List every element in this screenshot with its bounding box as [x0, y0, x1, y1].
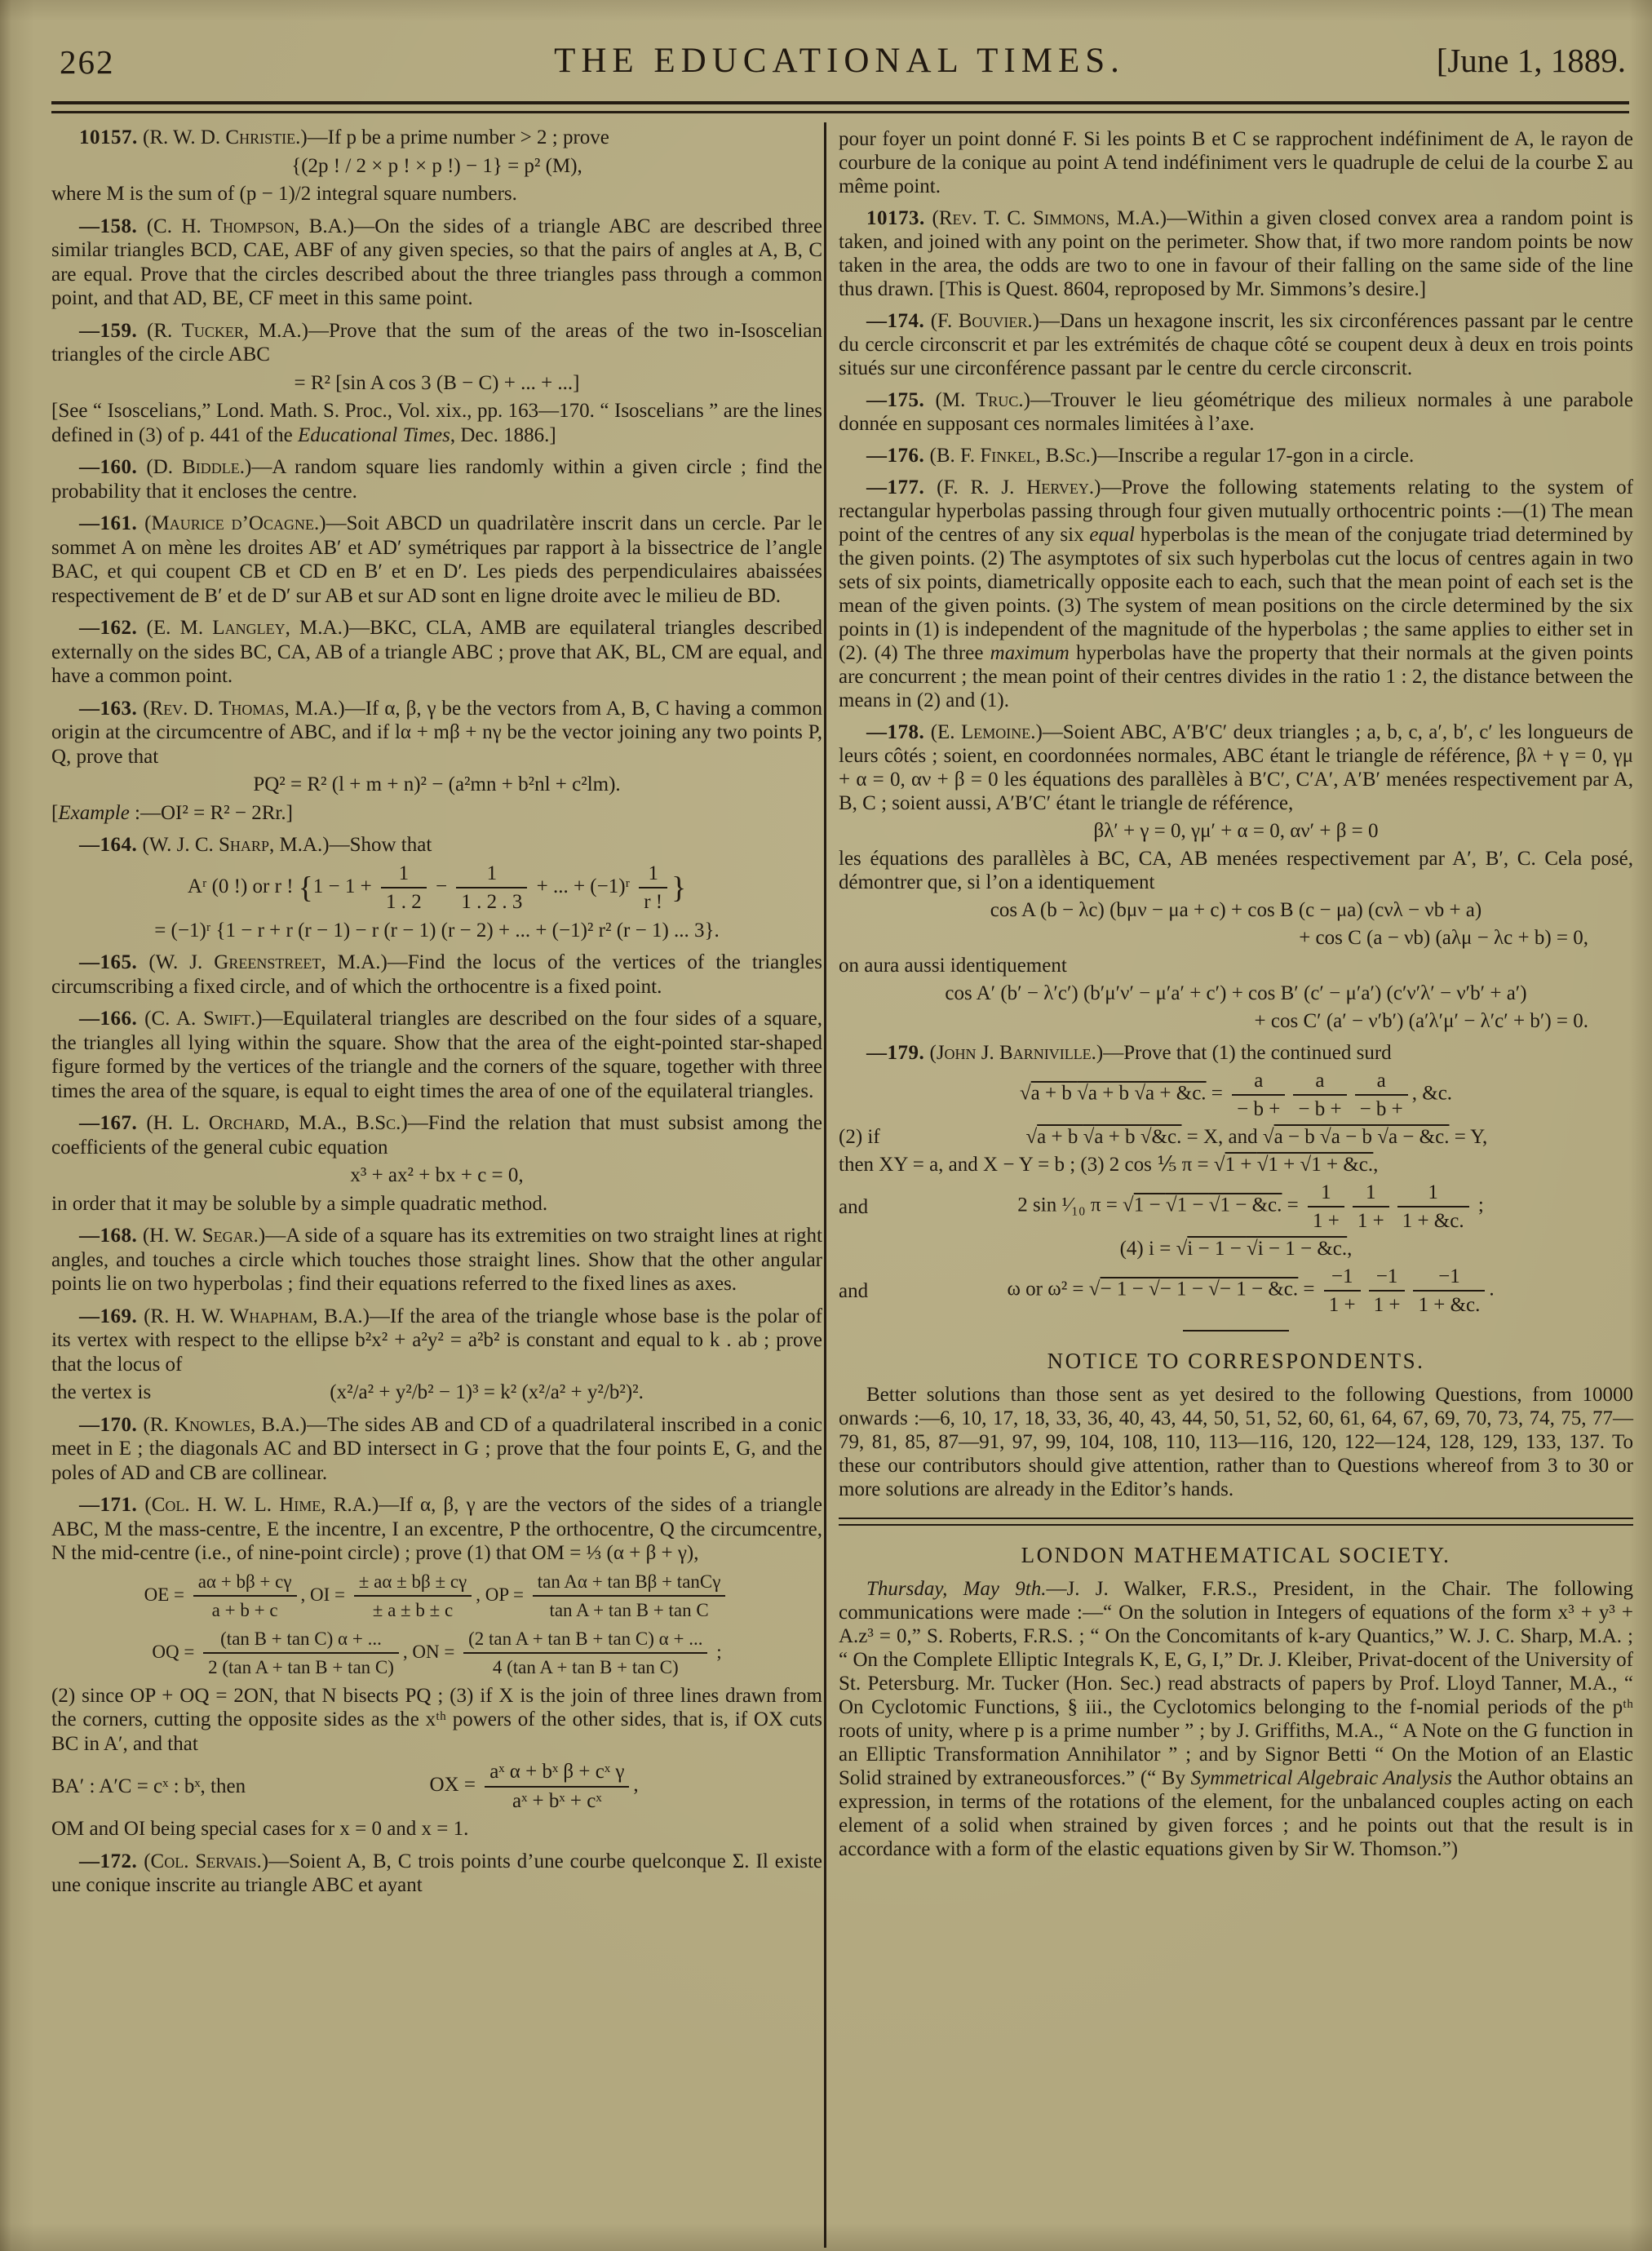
formula-text: 1 − &c. [1220, 1194, 1282, 1216]
issue-date: [June 1, 1889. [1436, 42, 1626, 79]
formula: = (−1)ʳ {1 − r + r (r − 1) − r (r − 1) (r − 2) + ... + (−1)² r² (r − 1) ... 3}. [154, 919, 720, 942]
radical [1263, 1126, 1450, 1148]
fraction [1369, 1265, 1406, 1317]
numerator: a [1232, 1069, 1285, 1096]
fraction [1232, 1069, 1285, 1121]
formula-text: OE = [144, 1584, 189, 1605]
question-text: —Find the relation that must subsist among the coefficients of the general cubic equation [51, 1112, 822, 1159]
numerator: −1 [1369, 1265, 1406, 1292]
numerator: (2 tan A + tan B + tan C) α + ... [463, 1627, 707, 1655]
question-number: 10173. [866, 207, 925, 229]
radical-sign: √ [1019, 1082, 1031, 1105]
formula-text: a − &c. [1388, 1126, 1450, 1148]
question-number: —169. [79, 1305, 138, 1327]
fraction [639, 862, 667, 915]
radical-sign: √ [1208, 1278, 1220, 1301]
question-number: —171. [79, 1494, 138, 1516]
question-text [839, 1153, 1633, 1176]
question-note [51, 801, 822, 826]
question-text: —If p be a prime number > 2 ; prove [307, 126, 609, 148]
question-number: —163. [79, 697, 138, 720]
numerator: −1 [1413, 1265, 1485, 1292]
question-number: —170. [79, 1413, 138, 1436]
formula-text: − 1 − &c. [1219, 1278, 1299, 1301]
formula-text: 1 + &c. [1311, 1154, 1374, 1176]
formula-text: (4) i = [1119, 1238, 1176, 1260]
numerator: 1 [1308, 1181, 1344, 1207]
lms-text: —J. J. Walker, F.R.S., President, in the Chair. The following communications were made :—“ On the solution in Integers of equations of the form x³ + y³ + A.z³ = 0,” S. Roberts, F.R.S. ; “ On the Concomitants of k-ary Quantics,” W. J. C. Sharp, M.A. ; “ On the Complete Elliptic Integrals K, E, G, I,” Dr. J. Kleiber, Privat-docent of the University of St. Petersburg. Mr. Tucker (Hon. Sec.) read abstracts of papers by Prof. Lloyd Tanner, M.A., “ On Cyclotomic Functions, § iii., the Cyclotomics belonging to the f-nomial periods of the pᵗʰ roots of unity, where p is a prime number ” ; by J. Griffiths, M.A., “ A Note on the G function in an Elliptic Transformation Annihilator ” ; and by Signor Betti “ On the Motion of an Elastic Solid strained by extraneousforces.” (“ By [839, 1578, 1633, 1789]
question-number: —172. [79, 1850, 138, 1872]
radical-sign: √ [1246, 1238, 1258, 1260]
radical-sign: √ [1025, 1126, 1038, 1148]
fraction [456, 862, 527, 915]
question-number: 10157. [79, 126, 138, 148]
formula-body [880, 1125, 1633, 1149]
formula [51, 862, 822, 915]
formula: x³ + ax² + bx + c = 0, [350, 1164, 524, 1186]
radical-sign: √ [1123, 1194, 1134, 1216]
numerator: ± aα ± bβ ± cγ [354, 1570, 472, 1597]
formula-text: + ... + (−1)ʳ [536, 875, 630, 897]
radical-sign: √ [1377, 1126, 1388, 1148]
numerator: −1 [1324, 1265, 1361, 1292]
formula-text: − 1 − [1159, 1278, 1209, 1301]
question-text: —If α, β, γ be the vectors from A, B, C having a common origin at the circumcentre of ABC, and if lα + mβ + nγ be the vector joining any two points P, Q, prove that [51, 697, 822, 768]
formula-lead: (2) if [839, 1126, 880, 1148]
radical-sign: √ [1134, 1082, 1146, 1105]
radical-sign: √ [1208, 1194, 1220, 1216]
question-164 [51, 833, 822, 857]
question-text: —Show that [329, 834, 432, 856]
radical [1176, 1238, 1348, 1260]
formula: + cos C′ (a′ − ν′b′) (a′λ′μ′ − λ′c′ + b′) = 0. [1254, 1010, 1588, 1032]
formula-text: then XY = a, and X − Y = b ; (3) 2 cos ⅕ π = [839, 1154, 1214, 1176]
numerator: a [1355, 1069, 1408, 1096]
fraction [1308, 1181, 1344, 1233]
formula-text: 1 + [1225, 1154, 1257, 1176]
fraction [1397, 1181, 1469, 1233]
question-text-italic: equal [1089, 524, 1135, 546]
formula-text: OQ = [152, 1641, 200, 1662]
question-author: (F. R. J. Hervey.) [937, 476, 1101, 498]
formula-text: = [1206, 1082, 1229, 1105]
fraction [1324, 1265, 1361, 1317]
formula-text: . [1489, 1278, 1495, 1301]
numerator: tan Aα + tan Bβ + tanCγ [533, 1570, 726, 1597]
fraction [381, 862, 427, 915]
formula [51, 1627, 822, 1680]
fraction [485, 1760, 629, 1813]
question-author: (Maurice d’Ocagne.) [144, 512, 326, 534]
fraction [354, 1570, 472, 1623]
question-number: —174. [866, 310, 925, 332]
formula: βλ′ + γ = 0, γμ′ + α = 0, αν′ + β = 0 [1093, 820, 1379, 842]
question-text: —Inscribe a regular 17-gon in a circle. [1097, 445, 1415, 467]
radical-sign: √ [1213, 1154, 1225, 1176]
question-number: —177. [866, 476, 925, 498]
denominator: − b + [1359, 1098, 1403, 1120]
denominator: ± a ± b ± c [372, 1600, 454, 1620]
formula-text: a + b [1087, 1082, 1135, 1105]
question-163 [51, 697, 822, 769]
formula-text: , [1347, 1238, 1353, 1260]
denominator: 1 + [1312, 1210, 1340, 1232]
question-number: —179. [866, 1042, 925, 1064]
formula-text: = [1282, 1194, 1304, 1216]
question-author: (C. H. Thompson, B.A.) [146, 215, 355, 237]
question-author: (F. Bouvier.) [930, 310, 1039, 332]
question-text: —Prove that the sum of the areas of the two in-Isoscelian triangles of the circle ABC [51, 319, 823, 366]
right-column [839, 122, 1633, 1861]
radical [1020, 1083, 1207, 1105]
formula-text: , &c. [1411, 1082, 1453, 1105]
note-italic: Educational Times [298, 423, 450, 446]
formula-lead: and [839, 1279, 869, 1302]
formula-text: a − b [1273, 1126, 1321, 1148]
formula-body [868, 1265, 1633, 1317]
numerator: 1 [639, 862, 667, 889]
question-author: (B. F. Finkel, B.Sc.) [929, 445, 1098, 467]
formula-text: − [435, 875, 448, 897]
formula-text: − 1 − [1100, 1278, 1149, 1301]
denominator: − b + [1237, 1098, 1281, 1120]
denominator: 1 + &c. [1402, 1210, 1464, 1232]
formula: + cos C (a − νb) (aλμ − λc + b) = 0, [1299, 927, 1588, 949]
fraction [1293, 1069, 1346, 1121]
question-number: —178. [866, 721, 925, 743]
question-text-italic: maximum [990, 642, 1070, 664]
formula-text: 1 − 1 + [312, 875, 372, 897]
radical-sign: √ [1320, 1126, 1331, 1148]
section-end-rule [1183, 1330, 1289, 1332]
question-text: —Equilateral triangles are described on the four sides of a square, the triangles all lying within the square. Show that the area of the eight-pointed star-shaped figure formed by the vertices of the triangle and the corners of the square, together with three times the area of the square, is equal to eight times the area of one of the equilateral triangles. [51, 1008, 823, 1102]
formula-text: , [1373, 1154, 1379, 1176]
question-author: (R. Knowles, B.A.) [143, 1413, 307, 1436]
radical [1123, 1194, 1282, 1216]
question-text: —Trouver le lieu géométrique des milieux normales à une parabole donnée en supposant ces normales limitées à l’axe. [839, 389, 1633, 435]
denominator: tan A + tan B + tan C [549, 1600, 709, 1620]
formula: {(2p ! / 2 × p ! × p !) − 1} = p² (M), [291, 154, 582, 177]
formula-lead: BA′ : A′C = cˣ : bˣ, then [51, 1775, 246, 1797]
numerator: aˣ α + bˣ β + cˣ γ [485, 1760, 629, 1788]
question-author: (C. A. Swift.) [144, 1008, 263, 1030]
radical [1089, 1278, 1298, 1301]
brace: { [298, 871, 313, 905]
formula-text: i − 1 − &c. [1257, 1238, 1348, 1260]
formula-text: (x²/a² + y²/b² − 1)³ = k² (x²/a² + y²/b²)². [330, 1381, 644, 1403]
radical-sign: √ [1148, 1278, 1160, 1301]
fraction [533, 1570, 726, 1623]
question-text: —Find the locus of the vertices of the triangles circumscribing a fixed circle, and of which the orthocentre is a fixed point. [51, 951, 823, 998]
journal-title: THE EDUCATIONAL TIMES. [554, 42, 1125, 80]
question-170 [51, 1413, 822, 1486]
question-author: (H. W. Segar.) [142, 1225, 266, 1247]
question-author: (Col. Servais.) [144, 1850, 269, 1872]
question-number: —161. [79, 512, 138, 534]
formula-text: a + b [1037, 1126, 1083, 1148]
question-number: —168. [79, 1225, 138, 1247]
question-text: —Prove that (1) the continued surd [1103, 1042, 1392, 1064]
formula: = R² [sin A cos 3 (B − C) + ... + ...] [294, 371, 580, 394]
fraction [1355, 1069, 1408, 1121]
formula-text: a + &c. [1145, 1082, 1207, 1105]
question-number: —166. [79, 1008, 138, 1030]
formula-text: = Y, [1449, 1126, 1488, 1148]
question-author: (W. J. C. Sharp, M.A.) [142, 834, 330, 856]
lms-heading: LONDON MATHEMATICAL SOCIETY. [1021, 1543, 1451, 1567]
formula [839, 1069, 1633, 1121]
notice-body: Better solutions than those sent as yet desired to the following Questions, from 10000 onwards :—6, 10, 17, 18, 33, 36, 40, 43, 44, 50, 51, 52, 60, 61, 64, 67, 69, 70, 73, 74, 75, 77—79, 81, 85, 87—91, 97, 99, 104, 108, 110, 113—116, 120, 122—124, 128, 129, 133, 137. To these our contributors should give attention, rather than to Questions whereof from 3 to 30 or more solutions are already in the Editor’s hands. [839, 1384, 1633, 1500]
denominator: aˣ + bˣ + cˣ [512, 1789, 602, 1812]
formula-text: a + b [1030, 1082, 1078, 1105]
radical [1214, 1154, 1373, 1176]
question-text: —If α, β, γ are the vectors of the sides of a triangle ABC, M the mass-centre, E the incentre, I an excentre, P the orthocentre, Q the circumcentre, N the mid-centre (i.e., of nine-point circle) ; prove (1) that OM = ⅓ (α + β + γ), [51, 1494, 822, 1564]
question-author: (Rev. T. C. Simmons, M.A.) [932, 207, 1167, 229]
question-159 [51, 319, 822, 367]
question-author: (John J. Barniville.) [929, 1042, 1104, 1064]
formula-text: ; [1473, 1194, 1484, 1216]
denominator: 1 + [1357, 1210, 1384, 1232]
formula [51, 1380, 822, 1405]
denominator: 2 (tan A + tan B + tan C) [208, 1657, 394, 1677]
formula-text: 1 + [1268, 1154, 1300, 1176]
question-author: (D. Biddle.) [146, 456, 252, 478]
fraction [203, 1627, 399, 1680]
column-divider [824, 122, 826, 2248]
formula-text: , OP = [476, 1584, 529, 1605]
formula-text: 1 − [1176, 1194, 1209, 1216]
question-author: (R. W. D. Christie.) [143, 126, 308, 148]
question-text: where M is the sum of (p − 1)/2 integral square numbers. [51, 183, 517, 205]
question-text: —A side of a square has its extremities on two straight lines at right angles, and touches a circle which touches those straight lines. Show that the other angular points lie on two hyperbolas ; find their equations referred to the fixed lines as axes. [51, 1225, 822, 1295]
formula: cos A′ (b′ − λ′c′) (b′μ′ν′ − μ′a′ + c′) + cos B′ (c′ − μ′a′) (c′ν′λ′ − ν′b′ + a′) [945, 982, 1527, 1004]
formula-lead: the vertex is [51, 1381, 152, 1403]
question-author: (E. Lemoine.) [930, 721, 1043, 743]
question-number: —164. [79, 834, 138, 856]
question-number: —158. [79, 215, 138, 237]
question-text: —A random square lies randomly within a given circle ; find the probability that it encloses the centre. [51, 456, 822, 503]
question-171 [51, 1493, 822, 1566]
radical-sign: √ [1262, 1126, 1274, 1148]
formula-text: , [633, 1774, 639, 1797]
question-162 [51, 616, 822, 689]
denominator: a + b + c [211, 1600, 278, 1620]
question-text: —Soient ABC, A′B′C′ deux triangles ; a, b, c, a′, b′, c′ les longueurs de leurs côtés ; soient, en coordonnées normales, ABC étant le triangle de référence, βλ + γ = 0, γμ + α = 0, αν + β = 0 les équations des parallèles à B′C′, C′A′, A′B′ menées respectivement par A, B, C ; soient aussi, A′B′C′ étant le triangle de référence, [839, 721, 1633, 814]
lms-text-italic: Symmetrical Algebraic Analysis [1190, 1767, 1452, 1789]
formula [51, 1570, 822, 1623]
note-text: , Dec. 1886.] [450, 423, 556, 446]
question-172-continuation: pour foyer un point donné F. Si les points B et C se rapprochent indéfiniment de A, le rayon de courbure de la conique au point A tend indéfiniment vers le quadruple de celui de la courbe Σ au même point. [839, 128, 1633, 197]
formula-body [868, 1181, 1633, 1233]
question-author: (M. Truc.) [935, 389, 1030, 411]
question-178 [839, 720, 1633, 815]
question-10173 [839, 206, 1633, 301]
numerator: 1 [1397, 1181, 1469, 1207]
formula-text: 2 sin ¹⁄₁₀ π = [1017, 1194, 1123, 1216]
formula: cos A (b − λc) (bμν − μa + c) + cos B (c − μa) (cνλ − νb + a) [990, 899, 1482, 921]
formula-text: = [1298, 1278, 1320, 1301]
radical-sign: √ [1140, 1126, 1152, 1148]
brace: } [671, 871, 687, 905]
numerator: 1 [1353, 1181, 1389, 1207]
question-number: —165. [79, 951, 138, 973]
question-10157 [51, 126, 822, 150]
formula-text: a − b [1331, 1126, 1378, 1148]
formula-text: a + b [1094, 1126, 1140, 1148]
question-text: in order that it may be soluble by a simple quadratic method. [51, 1192, 548, 1215]
question-author: (R. Tucker, M.A.) [147, 319, 308, 342]
formula [839, 1181, 1633, 1233]
question-text: (2) since OP + OQ = 2ON, that N bisects PQ ; (3) if X is the join of three lines drawn from the corners, cutting the opposite sides as the xᵗʰ powers of the other sides, that is, if OX cuts BC in A′, and that [51, 1684, 822, 1755]
question-text: —BKC, CLA, AMB are equilateral triangles described externally on the sides BC, CA, AB of a triangle ABC ; prove that AK, BL, CM are equal, and have a common point. [51, 617, 822, 687]
radical-sign: √ [1300, 1154, 1312, 1176]
question-author: (Rev. D. Thomas, M.A.) [143, 697, 345, 720]
denominator: − b + [1298, 1098, 1342, 1120]
question-166 [51, 1007, 822, 1103]
question-179 [839, 1041, 1633, 1065]
denominator: 4 (tan A + tan B + tan C) [492, 1657, 679, 1677]
denominator: 1 . 2 [385, 891, 422, 913]
question-167 [51, 1111, 822, 1159]
question-number: —159. [79, 319, 138, 342]
formula-text: = X, and [1181, 1126, 1263, 1148]
question-author: (Col. H. W. L. Hime, R.A.) [144, 1494, 379, 1516]
question-175 [839, 388, 1633, 436]
question-text: —Within a given closed convex area a random point is taken, and joined with any point on the perimeter. Show that, if two more random points be now taken in the area, the odds are two to one in favour of their falling on the same side of the line thus drawn. [This is Quest. 8604, reproposed by Mr. Simmons’s desire.] [839, 207, 1634, 300]
page-number: 262 [60, 43, 115, 81]
question-number: —176. [866, 445, 925, 467]
denominator: 1 + [1328, 1294, 1356, 1316]
question-text: hyperbolas have the property that their normals at the given points are concurrent ; the mean point of their centres divides in the ratio 1 : 2, the distance between the means in (2) and (1). [839, 642, 1633, 711]
formula-text: 1 − [1133, 1194, 1166, 1216]
formula [839, 1265, 1633, 1317]
denominator: r ! [644, 891, 663, 913]
numerator: aα + bβ + cγ [193, 1570, 297, 1597]
radical-sign: √ [1077, 1082, 1088, 1105]
page-header [51, 0, 1628, 98]
question-text: les équations des parallèles à BC, CA, AB menées respectivement par A′, B′, C. Cela posé, démontrer que, si l’on a identiquement [839, 848, 1633, 893]
question-text: —The sides AB and CD of a quadrilateral inscribed in a conic meet in E ; the diagonals AC and BD intersect in G ; prove that the four points E, G, and the poles of AD and CB are collinear. [51, 1413, 822, 1484]
section-divider [839, 1518, 1633, 1526]
question-text: —Dans un hexagone inscrit, les six circonférences passant par le centre du cercle circonscrit et par les extrémités de chaque côté se coupent deux à deux en trois points situés sur une circonférence passant par le centre du cercle circonscrit. [839, 310, 1633, 379]
question-165 [51, 950, 822, 999]
question-169 [51, 1305, 822, 1377]
question-161 [51, 512, 822, 608]
radical [1025, 1126, 1181, 1148]
question-text: —Soient A, B, C trois points d’une courbe quelconque Σ. Il existe une conique inscrite au triangle ABC et ayant [51, 1850, 823, 1896]
question-author: (W. J. Greenstreet, M.A.) [148, 951, 388, 973]
radical-sign: √ [1176, 1238, 1188, 1260]
formula-text: , ON = [402, 1641, 460, 1662]
formula-text: , OI = [300, 1584, 350, 1605]
question-number: —162. [79, 617, 138, 639]
formula-text: &c. [1151, 1126, 1182, 1148]
formula-body [246, 1760, 822, 1813]
formula-text: ω or ω² = [1007, 1278, 1089, 1301]
formula-text: i − 1 − [1187, 1238, 1247, 1260]
radical-sign: √ [1256, 1154, 1269, 1176]
note-italic: Example [58, 801, 130, 824]
denominator: 1 + [1373, 1294, 1401, 1316]
note-text: [See “ Isoscelians,” Lond. Math. S. Proc., Vol. xix., pp. 163—170. “ Isoscelians ” are the lines defined in (3) of p. 441 of the [51, 400, 822, 446]
fraction [193, 1570, 297, 1623]
fraction [1353, 1181, 1389, 1233]
question-author: (E. M. Langley, M.A.) [146, 617, 350, 639]
question-text: hyperbolas is the mean of the conjugate triad determined by the given points. (2) The asymptotes of six such hyperbolas cut the locus of centres again in two sets of six points, diametrically opposite each to each, such that the mean point of each set is the mean of the given points. (3) The system of mean positions on the circle determined by the six points in (1) is independent of the magnitude of the hyperbolas ; the same applies to either set in (2). (4) The three [839, 524, 1633, 664]
numerator: 1 [456, 862, 527, 889]
formula-text: Aʳ (0 !) or r ! [187, 875, 294, 897]
numerator: a [1293, 1069, 1346, 1096]
question-168 [51, 1224, 822, 1296]
formula-lead: and [839, 1195, 869, 1218]
note-text: [ [51, 801, 59, 824]
numerator: (tan B + tan C) α + ... [203, 1627, 399, 1655]
formula: PQ² = R² (l + m + n)² − (a²mn + b²nl + c²lm). [253, 773, 621, 795]
question-176 [839, 444, 1633, 467]
denominator: 1 + &c. [1418, 1294, 1481, 1316]
question-177 [839, 476, 1633, 712]
formula-text: ; [711, 1641, 722, 1662]
question-note [51, 399, 822, 447]
question-text: OM and OI being special cases for x = 0 and x = 1. [51, 1818, 469, 1840]
question-text: on aura aussi identiquement [839, 955, 1067, 977]
lms-date-italic: Thursday, May 9th. [866, 1578, 1047, 1600]
question-author: (H. L. Orchard, M.A., B.Sc.) [146, 1112, 408, 1134]
numerator: 1 [381, 862, 427, 889]
formula-text: OX = [429, 1774, 481, 1797]
fraction [1413, 1265, 1485, 1317]
question-number: —167. [79, 1112, 138, 1134]
denominator: 1 . 2 . 3 [461, 891, 523, 913]
radical-sign: √ [1088, 1278, 1101, 1301]
radical-sign: √ [1083, 1126, 1095, 1148]
note-text: :—OI² = R² − 2Rr.] [129, 801, 293, 824]
lms-text: the Author obtains an expression, in terms of the rotations of the element, for the unbalanced couples acting on each element of a solid when strained by given forces ; and he points out that the result is in accordance with a form of the elastic equations given by Sir W. Thomson.”) [839, 1767, 1633, 1860]
question-number: —160. [79, 456, 138, 478]
radical-sign: √ [1165, 1194, 1177, 1216]
left-column [51, 122, 822, 1898]
question-160 [51, 455, 822, 503]
formula [839, 1125, 1633, 1149]
question-158 [51, 215, 822, 311]
fraction [463, 1627, 707, 1680]
question-author: (R. H. W. Whapham, B.A.) [144, 1305, 370, 1327]
question-number: —175. [866, 389, 925, 411]
notice-heading: NOTICE TO CORRESPONDENTS. [1047, 1349, 1425, 1373]
question-text: —If the area of the triangle whose base is the polar of its vertex with respect to the ellipse b²x² + a²y² = a²b² is constant and equal to k . ab ; prove that the locus of [51, 1305, 822, 1376]
header-rule [51, 101, 1629, 113]
question-text: —On the sides of a triangle ABC are described three similar triangles BCD, CAE, ABF of any given species, so that the pairs of angles at A, B, C are equal. Prove that the circles described about the three triangles pass through a common point, and that AD, BE, CF meet in this same point. [51, 215, 822, 309]
formula [51, 1760, 822, 1813]
question-174 [839, 309, 1633, 380]
question-172 [51, 1850, 822, 1898]
question-text: —Soit ABCD un quadrilatère inscrit dans un cercle. Par le sommet A on mène les droites AB′ et AD′ symétriques par rapport à la bissectrice de l’angle BAC, et qui coupent CB et CD en B′ et en D′. Les pieds des perpendiculaires abaissées respectivement de B′ et de D′ sur AB et sur AD sont en ligne droite avec le milieu de BD. [51, 512, 822, 607]
formula [839, 1237, 1633, 1261]
question-text: —Prove the following statements relating to the system of rectangular hyperbolas passing through four given mutually orthocentric points :—(1) The mean point of the centres of any six [839, 476, 1634, 546]
lms-report [839, 1577, 1633, 1861]
